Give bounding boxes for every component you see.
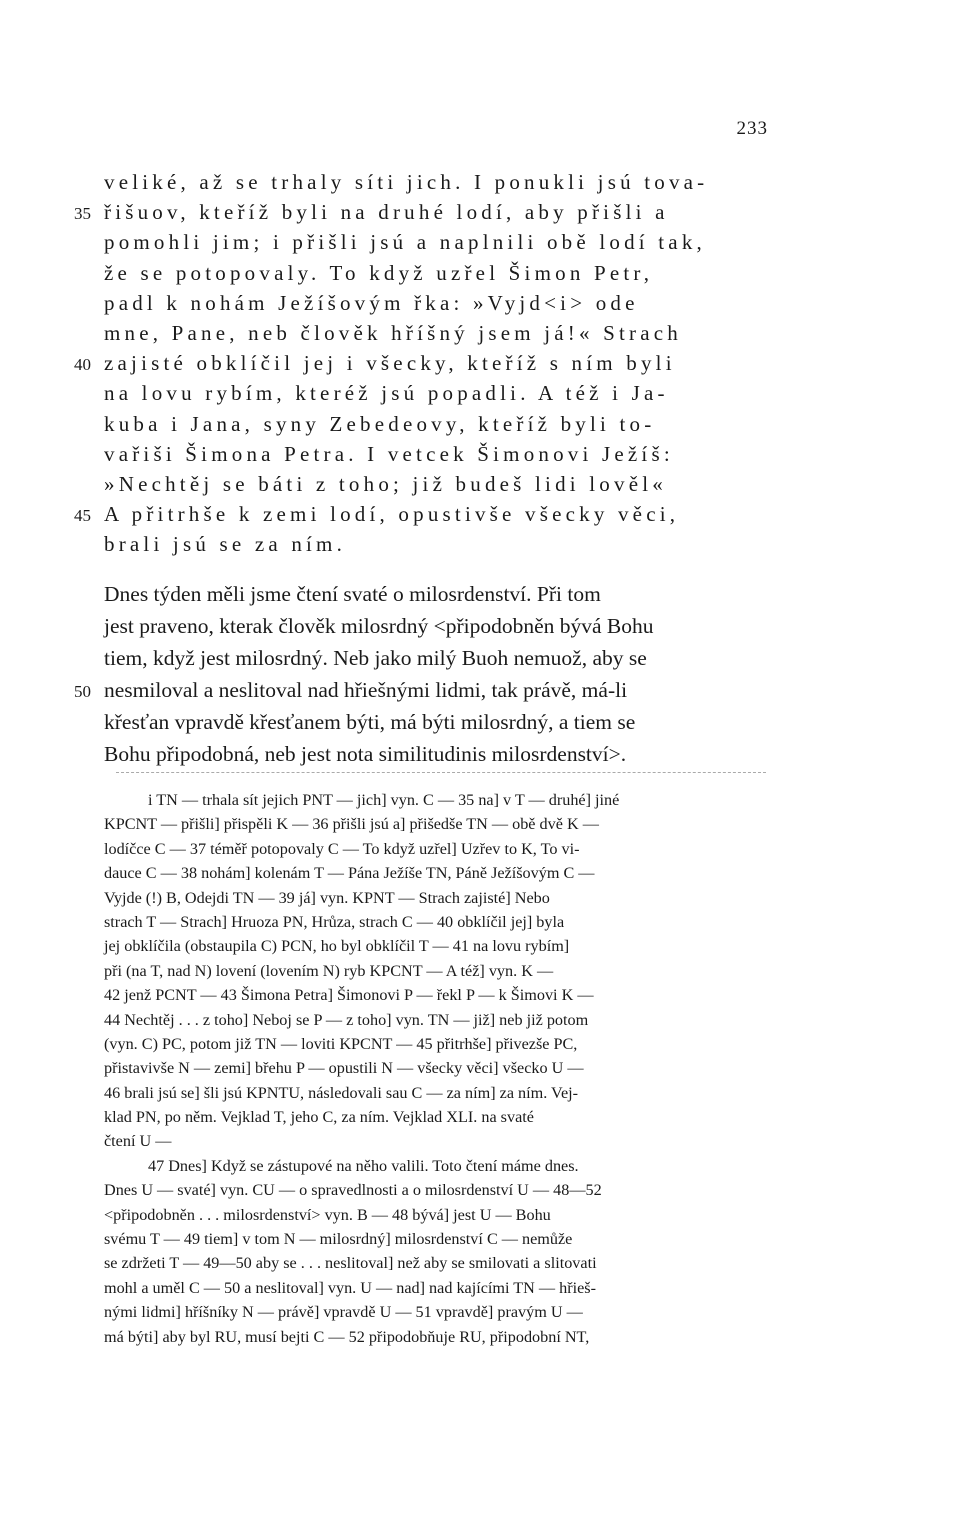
- text-line-text: na lovu rybím, kteréž jsú popadli. A též i Ja-: [104, 381, 669, 406]
- line-number: 45: [74, 506, 91, 526]
- text-line: [104, 378, 770, 408]
- text-line: [74, 499, 770, 529]
- apparatus-line: [104, 910, 770, 934]
- main-text-block: [74, 167, 770, 559]
- critical-apparatus: [104, 788, 770, 1349]
- text-line-text: »Nechtěj se báti z toho; již budeš lidi lověl«: [104, 471, 667, 496]
- apparatus-line-text: 47 Dnes] Když se zástupové na něho valili. Toto čtení máme dnes.: [148, 1156, 579, 1175]
- apparatus-line-text: 42 jenž PCNT — 43 Šimona Petra] Šimonovi P — řekl P — k Šimovi K —: [104, 986, 594, 1005]
- text-line: [104, 288, 770, 318]
- apparatus-line-text: nými lidmi] hříšníky N — právě] vpravdě U — 51 vpravdě] pravým U —: [104, 1303, 583, 1322]
- apparatus-line-text: Dnes U — svaté] vyn. CU — o spravedlnosti a o milosrdenství U — 48—52: [104, 1181, 602, 1200]
- apparatus-line: [104, 1154, 770, 1178]
- apparatus-line: [104, 1105, 770, 1129]
- footnote-divider: [116, 772, 766, 773]
- apparatus-line: [104, 959, 770, 983]
- apparatus-line: [104, 934, 770, 958]
- text-line-text: padl k nohám Ježíšovým řka: »Vyjd<i> ode: [104, 290, 639, 315]
- apparatus-line-text: při (na T, nad N) lovení (lovením N) ryb KPCNT — A též] vyn. K —: [104, 961, 554, 980]
- apparatus-line: [104, 1300, 770, 1324]
- text-line-text: Bohu připodobná, neb jest nota similitudinis milosrdenství>.: [104, 742, 627, 766]
- apparatus-line: [104, 1129, 770, 1153]
- text-line-text: vařiši Šimona Petra. I vetcek Šimonovi Ježíš:: [104, 441, 674, 466]
- apparatus-line-text: dauce C — 38 nohám] kolenám T — Pána Ježíše TN, Páně Ježíšovým C —: [104, 864, 595, 883]
- text-line: [104, 706, 770, 738]
- text-line-text: tiem, když jest milosrdný. Neb jako milý Buoh nemuož, aby se: [104, 646, 647, 670]
- apparatus-line: [104, 1276, 770, 1300]
- apparatus-line-text: mohl a uměl C — 50 a neslitoval] vyn. U — nad] nad kajícími TN — hřieš-: [104, 1278, 596, 1297]
- apparatus-line: [104, 1081, 770, 1105]
- text-line: [74, 348, 770, 378]
- text-line: [104, 258, 770, 288]
- text-line: [104, 409, 770, 439]
- text-line: [104, 738, 770, 770]
- text-line: [104, 529, 770, 559]
- page-number: 233: [736, 118, 768, 139]
- apparatus-line-text: lodíčce C — 37 téměř potopovaly C — To když uzřel] Uzřev to K, To vi-: [104, 839, 580, 858]
- text-line: [104, 642, 770, 674]
- apparatus-line-text: přistavivše N — zemi] břehu P — opustili N — všecky věci] všecko U —: [104, 1059, 584, 1078]
- text-line-text: kuba i Jana, syny Zebedeovy, kteříž byli to-: [104, 411, 656, 436]
- apparatus-line: [104, 1032, 770, 1056]
- apparatus-line: [104, 1251, 770, 1275]
- apparatus-line-text: KPCNT — přišli] přispěli K — 36 přišli jsú a] přišedše TN — obě dvě K —: [104, 815, 599, 834]
- text-line-text: mne, Pane, neb člověk hříšný jsem já!« Strach: [104, 320, 682, 345]
- text-line: [104, 469, 770, 499]
- text-line-text: brali jsú se za ním.: [104, 532, 347, 557]
- apparatus-line-text: klad PN, po něm. Vejklad T, jeho C, za ním. Vejklad XLI. na svaté: [104, 1108, 534, 1127]
- line-number: 40: [74, 355, 91, 375]
- line-number: 50: [74, 682, 91, 701]
- text-line: [104, 439, 770, 469]
- apparatus-line-text: 44 Nechtěj . . . z toho] Neboj se P — z toho] vyn. TN — již] neb již potom: [104, 1010, 589, 1029]
- text-line-text: řišuov, kteříž byli na druhé lodí, aby přišli a: [104, 200, 669, 225]
- text-line-text: Dnes týden měli jsme čtení svaté o milosrdenství. Při tom: [104, 582, 601, 606]
- text-line-text: jest praveno, kterak člověk milosrdný <připodobněn bývá Bohu: [104, 614, 654, 638]
- text-line-text: nesmiloval a neslitoval nad hřiešnými lidmi, tak právě, má-li: [104, 678, 628, 702]
- apparatus-line-text: čtení U —: [104, 1132, 172, 1151]
- apparatus-line: [104, 1056, 770, 1080]
- text-line: [104, 610, 770, 642]
- text-line-text: A přitrhše k zemi lodí, opustivše všecky věci,: [104, 502, 680, 527]
- text-line-text: zajisté obklíčil jej i všecky, kteříž s ním byli: [104, 351, 676, 376]
- apparatus-line-text: i TN — trhala sít jejich PNT — jich] vyn. C — 35 na] v T — druhé] jiné: [148, 791, 620, 809]
- apparatus-line: [104, 1203, 770, 1227]
- second-text-block: [74, 578, 770, 770]
- apparatus-line-text: <připodobněn . . . milosrdenství> vyn. B — 48 bývá] jest U — Bohu: [104, 1205, 551, 1224]
- apparatus-line-text: jej obklíčila (obstaupila C) PCN, ho byl obklíčil T — 41 na lovu rybím]: [104, 937, 570, 956]
- text-line-text: křesťan vpravdě křesťanem býti, má býti milosrdný, a tiem se: [104, 710, 636, 734]
- apparatus-line-text: (vyn. C) PC, potom již TN — loviti KPCNT — 45 přitrhše] přivezše PC,: [104, 1034, 578, 1053]
- apparatus-line: [104, 788, 770, 812]
- apparatus-line-text: se zdržeti T — 49—50 aby se . . . neslitoval] než aby se smilovati a slitovati: [104, 1254, 597, 1273]
- text-line-text: pomohli jim; i přišli jsú a naplnili obě lodí tak,: [104, 230, 706, 255]
- text-line: [74, 197, 770, 227]
- apparatus-line: [104, 1325, 770, 1349]
- apparatus-line: [104, 1227, 770, 1251]
- text-line: [104, 318, 770, 348]
- apparatus-line-text: má býti] aby byl RU, musí bejti C — 52 připodobňuje RU, připodobní NT,: [104, 1327, 590, 1346]
- apparatus-line-text: strach T — Strach] Hruoza PN, Hrůza, strach C — 40 obklíčil jej] byla: [104, 912, 565, 931]
- apparatus-line: [104, 861, 770, 885]
- apparatus-line: [104, 1178, 770, 1202]
- text-line: [104, 227, 770, 257]
- text-line-text: že se potopovaly. To když uzřel Šimon Petr,: [104, 260, 654, 285]
- text-line: [104, 578, 770, 610]
- apparatus-line: [104, 837, 770, 861]
- apparatus-line: [104, 1008, 770, 1032]
- text-line-text: veliké, až se trhaly síti jich. I ponukli jsú tova-: [104, 170, 709, 194]
- text-line: [104, 167, 770, 197]
- apparatus-line: [104, 886, 770, 910]
- apparatus-line: [104, 812, 770, 836]
- apparatus-line: [104, 983, 770, 1007]
- apparatus-line-text: 46 brali jsú se] šli jsú KPNTU, následovali sau C — za ním] za ním. Vej-: [104, 1083, 579, 1102]
- apparatus-line-text: svému T — 49 tiem] v tom N — milosrdný] milosrdenství C — nemůže: [104, 1230, 573, 1249]
- text-line: [74, 674, 770, 706]
- line-number: 35: [74, 204, 91, 224]
- apparatus-line-text: Vyjde (!) B, Odejdi TN — 39 já] vyn. KPNT — Strach zajisté] Nebo: [104, 888, 550, 907]
